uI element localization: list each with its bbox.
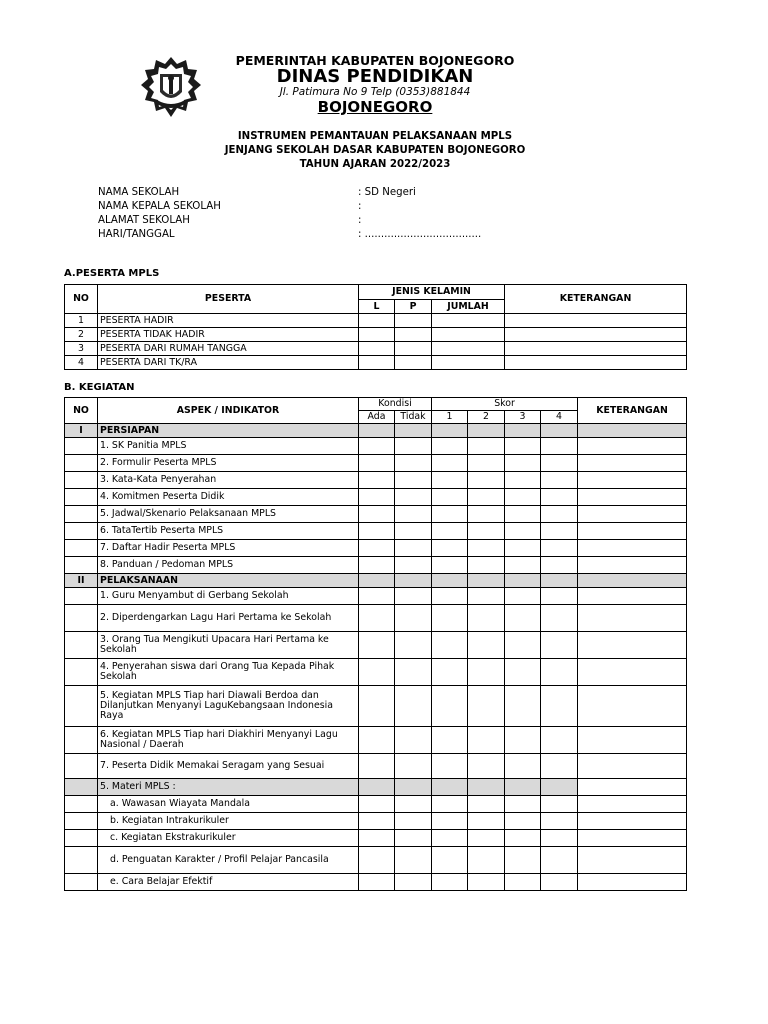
cell-score-1[interactable] (432, 659, 468, 686)
cell-score-4[interactable] (541, 489, 578, 506)
cell-ada[interactable] (359, 779, 395, 796)
cell-score-1[interactable] (432, 455, 468, 472)
cell-ada[interactable] (359, 588, 395, 605)
cell-score-2[interactable] (468, 424, 505, 438)
cell-score-2[interactable] (468, 686, 505, 727)
indicator-row (65, 847, 687, 874)
cell-tidak[interactable] (395, 779, 432, 796)
indicator-row (65, 754, 687, 779)
indicator-row (65, 588, 687, 605)
cell-score-3[interactable] (505, 727, 541, 754)
cell-keterangan[interactable] (505, 342, 687, 356)
cell-score-4[interactable] (541, 686, 578, 727)
indicator-label: 2. Formulir Peserta MPLS (98, 455, 359, 472)
indicator-row (65, 686, 687, 727)
cell-keterangan[interactable] (578, 540, 687, 557)
cell-score-2[interactable] (468, 796, 505, 813)
indicator-label: 3. Kata-Kata Penyerahan (98, 472, 359, 489)
info-label-principal: NAMA KEPALA SEKOLAH (98, 201, 221, 212)
row-number (65, 632, 98, 659)
cell-tidak[interactable] (395, 472, 432, 489)
cell-keterangan[interactable] (578, 574, 687, 588)
indicator-label: 4. Penyerahan siswa dari Orang Tua Kepada Pihak Sekolah (98, 659, 359, 686)
cell-keterangan[interactable] (578, 455, 687, 472)
cell-jumlah[interactable] (432, 342, 505, 356)
cell-keterangan[interactable] (578, 605, 687, 632)
col-header-aspek: ASPEK / INDIKATOR (98, 398, 359, 424)
info-label-school: NAMA SEKOLAH (98, 187, 180, 198)
indicator-label: a. Wawasan Wiayata Mandala (98, 796, 359, 813)
cell-tidak[interactable] (395, 605, 432, 632)
row-number: II (65, 574, 98, 588)
cell-score-3[interactable] (505, 779, 541, 796)
info-value-principal: : (358, 201, 362, 212)
cell-keterangan[interactable] (578, 489, 687, 506)
cell-score-4[interactable] (541, 523, 578, 540)
indicator-row (65, 438, 687, 455)
cell-score-3[interactable] (505, 796, 541, 813)
row-number (65, 830, 98, 847)
cell-keterangan[interactable] (578, 813, 687, 830)
indicator-row (65, 830, 687, 847)
cell-score-3[interactable] (505, 489, 541, 506)
indicator-row (65, 472, 687, 489)
participant-row (65, 328, 687, 342)
col-header-p: P (395, 300, 432, 314)
cell-score-3[interactable] (505, 455, 541, 472)
cell-p[interactable] (395, 314, 432, 328)
cell-score-4[interactable] (541, 874, 578, 891)
col-header-tidak: Tidak (395, 411, 432, 424)
cell-score-1[interactable] (432, 874, 468, 891)
doc-title-line2: JENJANG SEKOLAH DASAR KABUPATEN BOJONEGORO (224, 145, 526, 156)
section-row (65, 574, 687, 588)
indicator-label: 7. Peserta Didik Memakai Seragam yang Sesuai (98, 754, 359, 779)
cell-score-1[interactable] (432, 830, 468, 847)
cell-tidak[interactable] (395, 830, 432, 847)
cell-score-1[interactable] (432, 605, 468, 632)
cell-score-2[interactable] (468, 659, 505, 686)
col-header-score-2: 2 (468, 411, 505, 424)
row-label: PESERTA DARI RUMAH TANGGA (98, 342, 359, 356)
cell-ada[interactable] (359, 632, 395, 659)
cell-l[interactable] (359, 328, 395, 342)
cell-keterangan[interactable] (505, 328, 687, 342)
cell-score-1[interactable] (432, 796, 468, 813)
cell-l[interactable] (359, 314, 395, 328)
cell-tidak[interactable] (395, 686, 432, 727)
cell-score-4[interactable] (541, 830, 578, 847)
cell-tidak[interactable] (395, 574, 432, 588)
row-number (65, 557, 98, 574)
cell-score-2[interactable] (468, 847, 505, 874)
indicator-row (65, 506, 687, 523)
cell-keterangan[interactable] (578, 438, 687, 455)
section-b-title: B. KEGIATAN (64, 382, 135, 393)
col-header-keterangan: KETERANGAN (578, 398, 687, 424)
cell-score-1[interactable] (432, 727, 468, 754)
indicator-label: 1. Guru Menyambut di Gerbang Sekolah (98, 588, 359, 605)
cell-ada[interactable] (359, 489, 395, 506)
cell-score-4[interactable] (541, 506, 578, 523)
cell-score-2[interactable] (468, 557, 505, 574)
cell-tidak[interactable] (395, 557, 432, 574)
cell-ada[interactable] (359, 438, 395, 455)
cell-score-4[interactable] (541, 779, 578, 796)
cell-keterangan[interactable] (578, 754, 687, 779)
row-number (65, 523, 98, 540)
indicator-label: c. Kegiatan Ekstrakurikuler (98, 830, 359, 847)
col-header-score-3: 3 (505, 411, 541, 424)
cell-ada[interactable] (359, 874, 395, 891)
info-label-date: HARI/TANGGAL (98, 229, 175, 240)
cell-ada[interactable] (359, 424, 395, 438)
cell-score-4[interactable] (541, 659, 578, 686)
cell-score-4[interactable] (541, 605, 578, 632)
participant-row (65, 342, 687, 356)
cell-score-4[interactable] (541, 455, 578, 472)
cell-keterangan[interactable] (578, 632, 687, 659)
info-value-school: : SD Negeri (358, 187, 416, 198)
cell-score-2[interactable] (468, 472, 505, 489)
indicator-label: b. Kegiatan Intrakurikuler (98, 813, 359, 830)
activities-table (64, 397, 687, 891)
indicator-label: e. Cara Belajar Efektif (98, 874, 359, 891)
row-number (65, 796, 98, 813)
col-header-skor: Skor (432, 398, 578, 411)
cell-tidak[interactable] (395, 489, 432, 506)
cell-p[interactable] (395, 342, 432, 356)
section-a-title: A.PESERTA MPLS (64, 268, 160, 279)
cell-score-4[interactable] (541, 754, 578, 779)
cell-score-4[interactable] (541, 438, 578, 455)
indicator-label: 8. Panduan / Pedoman MPLS (98, 557, 359, 574)
cell-ada[interactable] (359, 523, 395, 540)
cell-tidak[interactable] (395, 659, 432, 686)
indicator-row (65, 659, 687, 686)
cell-tidak[interactable] (395, 506, 432, 523)
cell-keterangan[interactable] (578, 796, 687, 813)
cell-keterangan[interactable] (578, 506, 687, 523)
cell-score-3[interactable] (505, 523, 541, 540)
cell-score-1[interactable] (432, 588, 468, 605)
participant-row (65, 314, 687, 328)
indicator-label: PELAKSANAAN (98, 574, 359, 588)
cell-tidak[interactable] (395, 455, 432, 472)
cell-score-1[interactable] (432, 632, 468, 659)
indicator-row (65, 489, 687, 506)
cell-tidak[interactable] (395, 754, 432, 779)
cell-keterangan[interactable] (578, 830, 687, 847)
cell-score-1[interactable] (432, 523, 468, 540)
cell-score-3[interactable] (505, 588, 541, 605)
cell-score-1[interactable] (432, 424, 468, 438)
cell-score-3[interactable] (505, 659, 541, 686)
cell-tidak[interactable] (395, 727, 432, 754)
cell-score-4[interactable] (541, 557, 578, 574)
indicator-row (65, 796, 687, 813)
participants-table (64, 284, 687, 370)
cell-score-1[interactable] (432, 557, 468, 574)
cell-ada[interactable] (359, 540, 395, 557)
row-number: 3 (65, 342, 98, 356)
cell-ada[interactable] (359, 727, 395, 754)
cell-score-3[interactable] (505, 438, 541, 455)
cell-keterangan[interactable] (578, 874, 687, 891)
row-number: 1 (65, 314, 98, 328)
cell-p[interactable] (395, 328, 432, 342)
cell-score-2[interactable] (468, 455, 505, 472)
indicator-label: 7. Daftar Hadir Peserta MPLS (98, 540, 359, 557)
cell-ada[interactable] (359, 605, 395, 632)
row-number (65, 588, 98, 605)
cell-score-3[interactable] (505, 472, 541, 489)
cell-score-1[interactable] (432, 472, 468, 489)
cell-keterangan[interactable] (578, 779, 687, 796)
col-header-jumlah: JUMLAH (432, 300, 505, 314)
row-number (65, 472, 98, 489)
col-header-keterangan: KETERANGAN (505, 285, 687, 314)
row-number (65, 659, 98, 686)
cell-score-4[interactable] (541, 813, 578, 830)
cell-score-2[interactable] (468, 588, 505, 605)
indicator-row (65, 779, 687, 796)
cell-score-3[interactable] (505, 632, 541, 659)
cell-jumlah[interactable] (432, 356, 505, 370)
col-header-peserta: PESERTA (98, 285, 359, 314)
cell-keterangan[interactable] (578, 424, 687, 438)
col-header-score-4: 4 (541, 411, 578, 424)
cell-score-3[interactable] (505, 813, 541, 830)
indicator-row (65, 874, 687, 891)
cell-keterangan[interactable] (578, 523, 687, 540)
cell-score-1[interactable] (432, 489, 468, 506)
indicator-label: 5. Jadwal/Skenario Pelaksanaan MPLS (98, 506, 359, 523)
cell-score-3[interactable] (505, 540, 541, 557)
row-number (65, 754, 98, 779)
cell-score-3[interactable] (505, 557, 541, 574)
participants-body (65, 314, 687, 370)
indicator-label: d. Penguatan Karakter / Profil Pelajar Pancasila (98, 847, 359, 874)
cell-ada[interactable] (359, 754, 395, 779)
activities-body (65, 424, 687, 891)
cell-score-3[interactable] (505, 605, 541, 632)
cell-tidak[interactable] (395, 438, 432, 455)
row-number (65, 813, 98, 830)
cell-score-1[interactable] (432, 438, 468, 455)
cell-score-4[interactable] (541, 847, 578, 874)
doc-title-line3: TAHUN AJARAN 2022/2023 (299, 159, 451, 170)
cell-score-3[interactable] (505, 830, 541, 847)
cell-l[interactable] (359, 342, 395, 356)
cell-keterangan[interactable] (578, 557, 687, 574)
cell-tidak[interactable] (395, 540, 432, 557)
info-value-date: : .................................... (358, 229, 482, 240)
indicator-row (65, 540, 687, 557)
cell-keterangan[interactable] (578, 472, 687, 489)
cell-score-4[interactable] (541, 574, 578, 588)
indicator-row (65, 727, 687, 754)
cell-ada[interactable] (359, 574, 395, 588)
indicator-row (65, 523, 687, 540)
cell-score-2[interactable] (468, 540, 505, 557)
cell-keterangan[interactable] (578, 727, 687, 754)
indicator-label: 6. TataTertib Peserta MPLS (98, 523, 359, 540)
cell-score-4[interactable] (541, 588, 578, 605)
row-number (65, 489, 98, 506)
cell-score-1[interactable] (432, 574, 468, 588)
indicator-label: 5. Kegiatan MPLS Tiap hari Diawali Berdoa dan Dilanjutkan Menyanyi LaguKebangsaan Indonesia Raya (98, 686, 359, 727)
col-header-no: NO (65, 285, 98, 314)
row-number: 4 (65, 356, 98, 370)
cell-score-1[interactable] (432, 540, 468, 557)
cell-keterangan[interactable] (578, 588, 687, 605)
col-header-l: L (359, 300, 395, 314)
cell-score-3[interactable] (505, 686, 541, 727)
cell-score-1[interactable] (432, 779, 468, 796)
cell-keterangan[interactable] (505, 314, 687, 328)
indicator-row (65, 632, 687, 659)
indicator-row (65, 455, 687, 472)
cell-score-3[interactable] (505, 424, 541, 438)
cell-ada[interactable] (359, 686, 395, 727)
cell-score-2[interactable] (468, 754, 505, 779)
cell-score-1[interactable] (432, 506, 468, 523)
cell-keterangan[interactable] (578, 847, 687, 874)
cell-score-1[interactable] (432, 686, 468, 727)
row-number (65, 455, 98, 472)
indicator-label: 5. Materi MPLS : (98, 779, 359, 796)
cell-ada[interactable] (359, 813, 395, 830)
cell-score-2[interactable] (468, 489, 505, 506)
row-number (65, 847, 98, 874)
row-number (65, 438, 98, 455)
cell-score-4[interactable] (541, 632, 578, 659)
col-header-kondisi: Kondisi (359, 398, 432, 411)
cell-tidak[interactable] (395, 632, 432, 659)
cell-score-4[interactable] (541, 796, 578, 813)
cell-score-2[interactable] (468, 632, 505, 659)
row-label: PESERTA HADIR (98, 314, 359, 328)
header-government: PEMERINTAH KABUPATEN BOJONEGORO (235, 53, 515, 68)
cell-score-4[interactable] (541, 424, 578, 438)
cell-score-3[interactable] (505, 506, 541, 523)
cell-ada[interactable] (359, 847, 395, 874)
col-header-score-1: 1 (432, 411, 468, 424)
cell-jumlah[interactable] (432, 314, 505, 328)
cell-score-2[interactable] (468, 813, 505, 830)
cell-score-4[interactable] (541, 472, 578, 489)
row-number: 2 (65, 328, 98, 342)
cell-tidak[interactable] (395, 813, 432, 830)
col-header-gender: JENIS KELAMIN (359, 285, 505, 300)
cell-ada[interactable] (359, 659, 395, 686)
cell-score-2[interactable] (468, 779, 505, 796)
cell-score-2[interactable] (468, 874, 505, 891)
cell-score-3[interactable] (505, 847, 541, 874)
row-number: I (65, 424, 98, 438)
indicator-row (65, 557, 687, 574)
indicator-label: 6. Kegiatan MPLS Tiap hari Diakhiri Menyanyi Lagu Nasional / Daerah (98, 727, 359, 754)
cell-tidak[interactable] (395, 796, 432, 813)
cell-score-4[interactable] (541, 727, 578, 754)
cell-keterangan[interactable] (578, 686, 687, 727)
indicator-label: 1. SK Panitia MPLS (98, 438, 359, 455)
row-label: PESERTA DARI TK/RA (98, 356, 359, 370)
cell-p[interactable] (395, 356, 432, 370)
cell-score-2[interactable] (468, 523, 505, 540)
header-city: BOJONEGORO (317, 98, 433, 116)
col-header-no: NO (65, 398, 98, 424)
indicator-row (65, 605, 687, 632)
cell-score-3[interactable] (505, 754, 541, 779)
cell-score-2[interactable] (468, 574, 505, 588)
cell-score-1[interactable] (432, 754, 468, 779)
row-number (65, 686, 98, 727)
cell-ada[interactable] (359, 506, 395, 523)
info-value-address: : (358, 215, 362, 226)
cell-score-1[interactable] (432, 813, 468, 830)
row-number (65, 727, 98, 754)
header-department: DINAS PENDIDIKAN (276, 66, 474, 87)
cell-ada[interactable] (359, 557, 395, 574)
cell-score-2[interactable] (468, 727, 505, 754)
cell-ada[interactable] (359, 830, 395, 847)
row-label: PESERTA TIDAK HADIR (98, 328, 359, 342)
cell-score-4[interactable] (541, 540, 578, 557)
header-address: Jl. Patimura No 9 Telp (0353)881844 (279, 86, 471, 98)
cell-score-1[interactable] (432, 847, 468, 874)
cell-ada[interactable] (359, 455, 395, 472)
cell-score-3[interactable] (505, 574, 541, 588)
cell-tidak[interactable] (395, 847, 432, 874)
cell-score-2[interactable] (468, 605, 505, 632)
cell-tidak[interactable] (395, 874, 432, 891)
cell-ada[interactable] (359, 472, 395, 489)
cell-score-2[interactable] (468, 830, 505, 847)
indicator-label: 2. Diperdengarkan Lagu Hari Pertama ke Sekolah (98, 605, 359, 632)
cell-score-3[interactable] (505, 874, 541, 891)
row-number (65, 779, 98, 796)
row-number (65, 874, 98, 891)
cell-tidak[interactable] (395, 424, 432, 438)
doc-title-line1: INSTRUMEN PEMANTAUAN PELAKSANAAN MPLS (237, 131, 513, 142)
cell-ada[interactable] (359, 796, 395, 813)
indicator-label: PERSIAPAN (98, 424, 359, 438)
indicator-label: 4. Komitmen Peserta Didik (98, 489, 359, 506)
indicator-row (65, 813, 687, 830)
cell-tidak[interactable] (395, 588, 432, 605)
cell-keterangan[interactable] (505, 356, 687, 370)
cell-keterangan[interactable] (578, 659, 687, 686)
cell-score-2[interactable] (468, 438, 505, 455)
row-number (65, 540, 98, 557)
cell-jumlah[interactable] (432, 328, 505, 342)
row-number (65, 605, 98, 632)
cell-tidak[interactable] (395, 523, 432, 540)
cell-score-2[interactable] (468, 506, 505, 523)
cell-l[interactable] (359, 356, 395, 370)
info-label-address: ALAMAT SEKOLAH (98, 215, 190, 226)
row-number (65, 506, 98, 523)
participant-row (65, 356, 687, 370)
indicator-label: 3. Orang Tua Mengikuti Upacara Hari Pertama ke Sekolah (98, 632, 359, 659)
col-header-ada: Ada (359, 411, 395, 424)
section-row (65, 424, 687, 438)
